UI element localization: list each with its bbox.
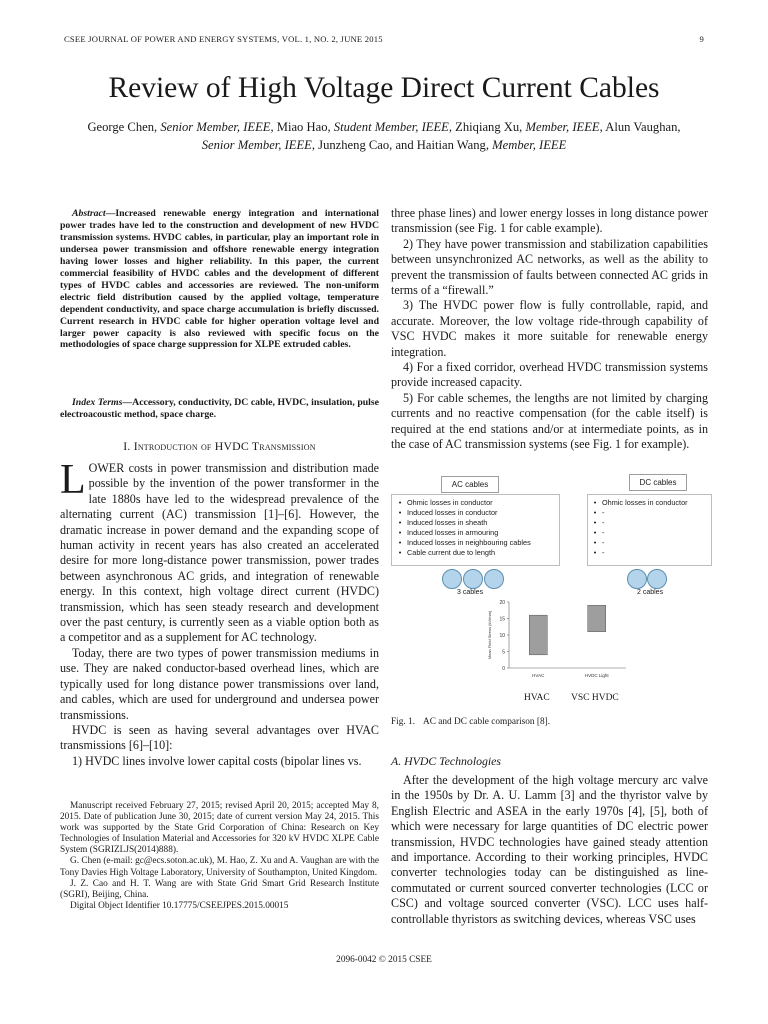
subsection-label: A. [391, 754, 405, 768]
intro-paragraph-2: Today, there are two types of power transmission mediums in use. They are naked conductor-based overhead lines, which are typically used for long distance power transmissions over land, and cables, which are used for underground and undersea power transmissions. [60, 645, 379, 722]
category-label: HVDC Light [584, 673, 609, 678]
figure-caption-text: AC and DC cable comparison [8]. [423, 717, 551, 727]
ac-loss-item: • Ohmic losses in conductor [393, 498, 531, 508]
figure-caption-label: Fig. 1. [391, 717, 416, 727]
abstract-lead: Abstract [72, 208, 106, 219]
right-paragraph-2: 2) They have power transmission and stabilization capabilities between unsynchronized AC networks, as well as the ability to prevent the transmission of faults between connected AC grids in terms of a “firewall.” [391, 236, 708, 298]
author-name: , Junzheng Cao, and Haitian Wang, [311, 138, 493, 152]
ac-loss-item: • Induced losses in neighbouring cables [393, 538, 531, 548]
ac-cable-circle [442, 569, 462, 589]
x-label-hvac: HVAC [524, 693, 550, 703]
dc-loss-list [588, 498, 688, 558]
author-name: Zhiqiang Xu, [452, 120, 526, 134]
author-name: , Alun Vaughan, [599, 120, 681, 134]
subsection-title: HVDC Technologies [404, 754, 501, 768]
y-tick-label: 5 [502, 649, 505, 656]
footnote-affiliation-2: J. Z. Cao and H. T. Wang are with State Grid Smart Grid Research Institute (SGRI), Beijing, China. [60, 878, 379, 900]
running-head [64, 34, 704, 44]
ac-loss-item: • Induced losses in sheath [393, 518, 531, 528]
dc-loss-item: • Ohmic losses in conductor [588, 498, 688, 508]
page-footer: 2096-0042 © 2015 CSEE [336, 955, 432, 965]
hvdc-technologies-paragraph: After the development of the high voltage mercury arc valve in the 1950s by Dr. A. U. Lamm [3] and the thyristor valve by English Electric and ASEA in the early 1970s [4], [5], both of which were necessary for large quantities of DC electric power transmission, HVDC technologies have gained steady attention and importance. According to their working principles, HVDC converter technologies today can be distinguished as line-commutated or current sourced converter technologies (LCC or CSC) and voltage sourced converter (VSC). LCC uses half-controllable thyristors as switching devices, whereas VSC uses [391, 773, 708, 926]
drop-cap: L [60, 457, 86, 503]
ac-cable-count: 3 cables [457, 589, 484, 596]
y-tick-label: 15 [499, 616, 505, 623]
dc-cable-circle [647, 569, 667, 589]
author-affiliation: Member, IEEE [525, 120, 600, 134]
index-terms [60, 397, 379, 421]
figure-1 [391, 470, 711, 710]
intro-paragraph-4: 1) HVDC lines involve lower capital costs (bipolar lines vs. [72, 753, 362, 768]
dc-cables-label: DC cables [629, 474, 687, 491]
section-heading [60, 439, 379, 454]
ac-cables-label: AC cables [441, 476, 499, 493]
section-title: Introduction of HVDC Transmission [133, 439, 316, 453]
footnote-doi: Digital Object Identifier 10.17775/CSEEJPES.2015.00015 [70, 900, 289, 911]
x-label-vsc-hvdc: VSC HVDC [571, 693, 619, 703]
footnote-affiliation-1: G. Chen (e-mail: gc@ecs.soton.ac.uk), M. Hao, Z. Xu and A. Vaughan are with the Tony Davies High Voltage Laboratory, University of Southampton, United Kingdom. [60, 856, 379, 878]
right-paragraph-5: 5) For cable schemes, the lengths are not limited by charging currents and no reactive compensation (for the cable itself) is required at the end stations and/or at intermediate points, as in the case of AC transmission systems (see Fig. 1 for example). [391, 390, 708, 452]
footnote-manuscript: Manuscript received February 27, 2015; revised April 20, 2015; accepted May 8, 2015. Date of publication June 30, 2015; date of current version May 24, 2015. This work was supported by the State Grid Corporation of China: Research on Key Technologies of Insulation Material and Accessories for 320 kV HVDC XLPE Cable System (SGRIZLJS(2014)888). [60, 801, 379, 856]
stress-range-bar [529, 615, 547, 655]
author-affiliation: Member, IEEE [492, 138, 567, 152]
author-affiliation: Senior Member, IEEE, [160, 120, 274, 134]
ac-cable-circle [463, 569, 483, 589]
ac-cable-circle [484, 569, 504, 589]
author-affiliation: Student Member, IEEE, [333, 120, 453, 134]
index-terms-text: —Accessory, conductivity, DC cable, HVDC, insulation, pulse electroacoustic method, space charge. [60, 397, 379, 420]
abstract [60, 208, 379, 351]
dc-loss-item: • - [588, 538, 688, 548]
index-terms-lead: Index Terms [72, 397, 123, 408]
category-label: HVAC [532, 673, 545, 678]
dc-cable-circle [627, 569, 647, 589]
ac-loss-item: • Cable current due to length [393, 548, 531, 558]
intro-body [60, 457, 379, 769]
author-affiliation: Senior Member, IEEE [201, 138, 312, 152]
intro-paragraph-3: HVDC is seen as having several advantages over HVAC transmissions [6]–[10]: [60, 722, 379, 753]
right-paragraph-1: three phase lines) and lower energy losses in long distance power transmission (see Fig. 1 for cable example). [391, 206, 708, 236]
y-tick-label: 20 [499, 600, 505, 606]
dc-cable-count: 2 cables [637, 589, 664, 596]
dc-loss-item: • - [588, 528, 688, 538]
ac-loss-item: • Induced losses in armouring [393, 528, 531, 538]
dc-loss-item: • - [588, 518, 688, 528]
right-paragraph-3: 3) The HVDC power flow is fully controllable, rapid, and accurate. Moreover, the low voltage ride-through capability of VSC HVDC makes it more suitable for renewable energy integration. [391, 298, 708, 359]
right-column-bottom [391, 773, 708, 927]
y-tick-label: 0 [502, 666, 505, 672]
subsection-heading [391, 754, 708, 769]
stress-range-bar [588, 605, 606, 631]
author-list [70, 118, 698, 154]
page-number: 9 [699, 34, 704, 44]
intro-paragraph-1: OWER costs in power transmission and distribution made possible by the invention of the power transformer in the late 1880s have led to the widespread prevalence of the alternating current (AC) transmission [1]–[6]. However, the dramatic increase in power demand and the expanding scope of human activity in recent years has also created an accelerated desire for more long-distance power transmission, power trades between asynchronous AC grids, and integration of renewable energy. In this context, high voltage direct current (HVDC) transmission, which has seen steady research and development over the past century, is currently seen as a viable option both as a competitor and as a supplement for AC technology. [60, 461, 379, 645]
chart-layer [487, 600, 626, 678]
dc-loss-item: • - [588, 508, 688, 518]
section-numeral: I. [123, 439, 134, 453]
footnotes [60, 801, 379, 912]
y-axis-label: Mean Field Stress (kV/mm) [487, 610, 492, 660]
abstract-text: —Increased renewable energy integration and international power trades have led to the construction and development of new HVDC transmission systems. HVDC cables, in particular, play an important role in undersea power transmission and offshore renewable energy integration having lower losses and higher reliability. In this paper, the current commercial feasibility of HVDC cables and the development of different types of HVDC cables and accessories are reviewed. The non-uniform electric field distribution caused by the applied voltage, temperature dependent conductivity, and space charge accumulation is briefly discussed. Current research in HVDC cable for higher operation voltage level and larger power capacity is also reviewed with specific focus on the methodologies of space charge suppression for XLPE extruded cables. [60, 208, 379, 351]
right-paragraph-4: 4) For a fixed corridor, overhead HVDC transmission systems provide increased capacity. [391, 360, 708, 390]
ac-loss-item: • Induced losses in conductor [393, 508, 531, 518]
dc-loss-item: • - [588, 548, 688, 558]
figure-caption [391, 717, 550, 727]
ac-loss-list [393, 498, 531, 558]
field-stress-chart [481, 598, 631, 688]
author-name: George Chen, [87, 120, 161, 134]
paper-title: Review of High Voltage Direct Current Cables [108, 72, 660, 104]
right-column-top [391, 206, 708, 453]
author-name: Miao Hao, [273, 120, 334, 134]
journal-name: CSEE JOURNAL OF POWER AND ENERGY SYSTEMS, VOL. 1, NO. 2, JUNE 2015 [64, 34, 383, 44]
y-tick-label: 10 [499, 633, 505, 639]
